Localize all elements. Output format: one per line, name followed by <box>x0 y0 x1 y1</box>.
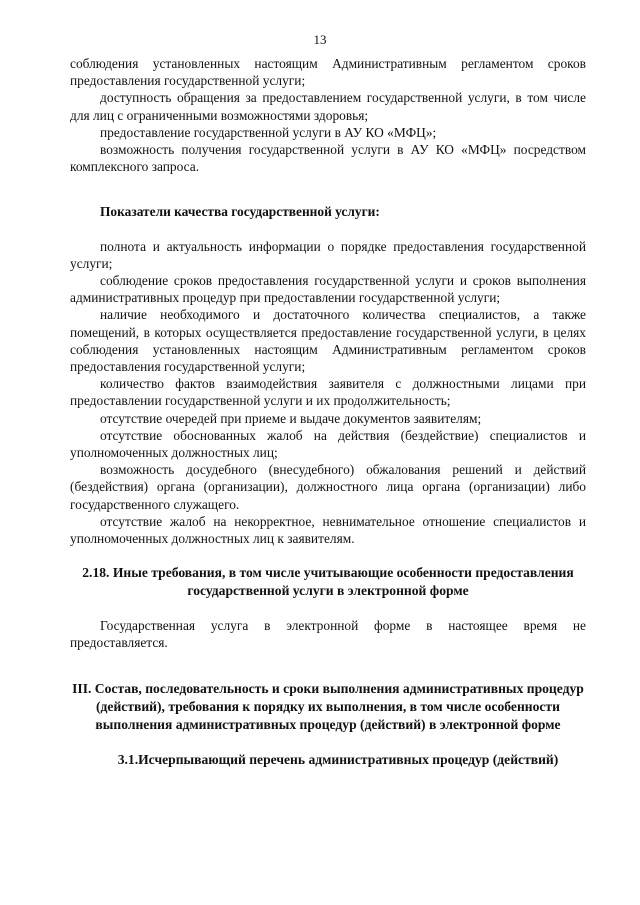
section-2-18-heading: 2.18. Иные требования, в том числе учитывающие особенности предоставления государственной услуги в электронной форме <box>82 565 574 599</box>
section-2-18-text: Государственная услуга в электронной форме в настоящее время не предоставляется. <box>70 618 586 651</box>
paragraph: соблюдения установленных настоящим Административным регламентом сроков предоставления государственной услуги; <box>70 56 586 89</box>
document-body <box>70 55 586 769</box>
quality-indicators-heading: Показатели качества государственной услуги: <box>100 204 380 220</box>
page-number: 13 <box>313 32 327 47</box>
paragraph: отсутствие жалоб на некорректное, невнимательное отношение специалистов и уполномоченных должностных лиц к заявителям. <box>70 513 586 547</box>
paragraph: доступность обращения за предоставлением государственной услуги, в том числе для лиц с ограниченными возможностями здоровья; <box>70 90 586 123</box>
paragraph: количество фактов взаимодействия заявителя с должностными лицами при предоставлении государственной услуги и их продолжительность; <box>70 376 586 409</box>
paragraph: соблюдение сроков предоставления государственной услуги и сроков выполнения административных процедур при предоставлении государственной услуги; <box>70 273 586 306</box>
paragraph: наличие необходимого и достаточного количества специалистов, а также помещений, в которых осуществляется предоставление государственной услуги, в целях соблюдения установленных настоящим Административным регламентом сроков предоставления государственной услуги; <box>70 307 586 375</box>
paragraph: полнота и актуальность информации о порядке предоставления государственной услуги; <box>70 238 586 271</box>
paragraph: отсутствие очередей при приеме и выдаче документов заявителям; <box>100 410 482 426</box>
section-3-heading: III. Состав, последовательность и сроки выполнения административных процедур (действий), требования к порядку их выполнения, в том числе особенности выполнения административных процедур (действий) в электронной форме <box>72 680 584 732</box>
paragraph: возможность досудебного (внесудебного) обжалования решений и действий (бездействия) органа (организации), должностного лица органа (организации) либо государственного служащего. <box>70 462 586 512</box>
paragraph: предоставление государственной услуги в АУ КО «МФЦ»; <box>100 124 437 140</box>
paragraph: отсутствие обоснованных жалоб на действия (бездействие) специалистов и уполномоченных должностных лиц; <box>70 427 586 461</box>
paragraph: возможность получения государственной услуги в АУ КО «МФЦ» посредством комплексного запроса. <box>70 142 586 175</box>
section-3-1-heading: 3.1.Исчерпывающий перечень административных процедур (действий) <box>117 751 559 767</box>
